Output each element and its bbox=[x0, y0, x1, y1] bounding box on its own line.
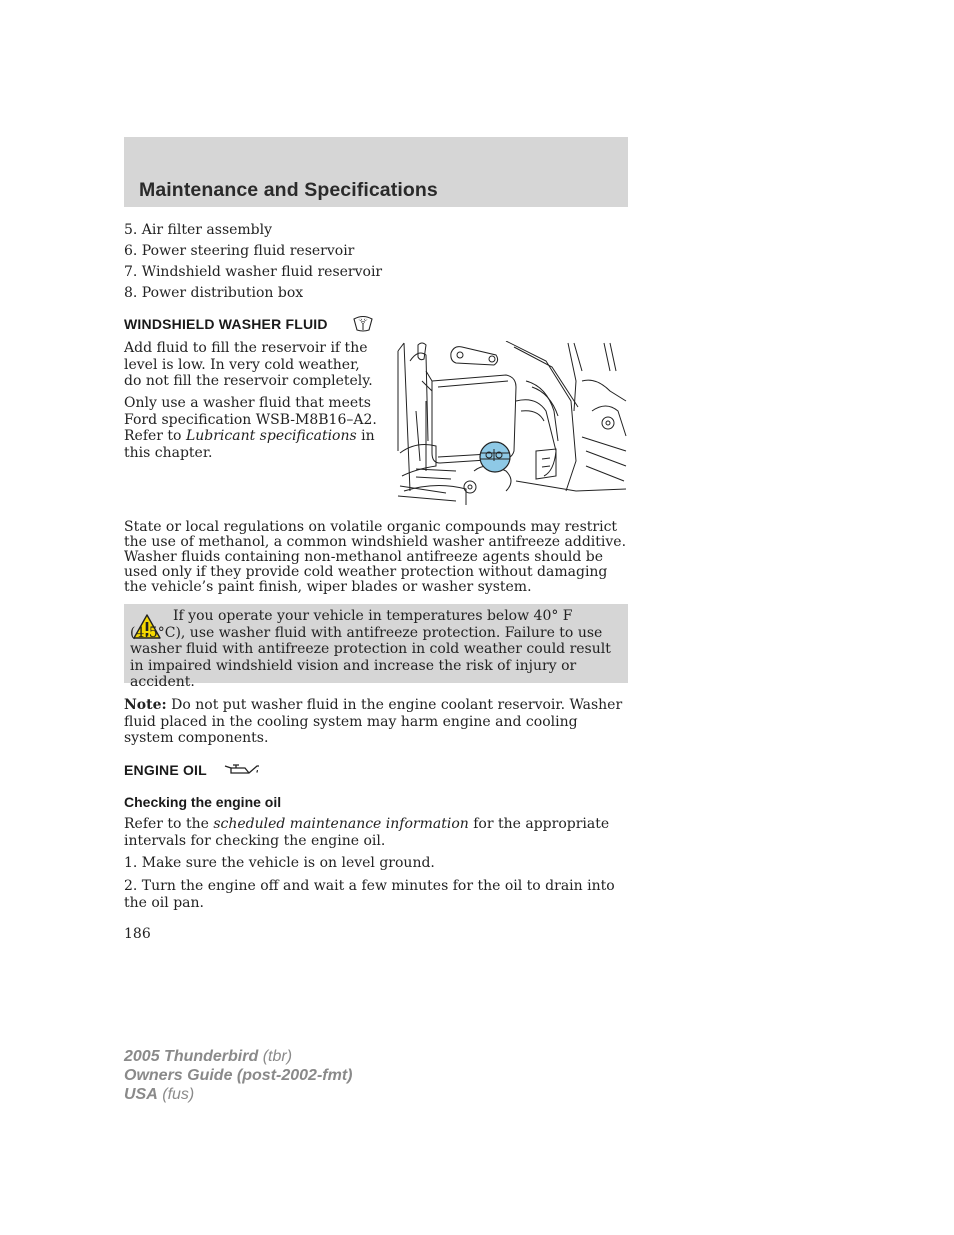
footer-market: USA bbox=[124, 1086, 158, 1103]
windshield-washer-icon bbox=[352, 313, 374, 333]
section-header-bar bbox=[124, 137, 628, 207]
section-title: Maintenance and Specifications bbox=[139, 179, 438, 201]
washer-fluid-heading bbox=[124, 316, 328, 332]
footer-line-1 bbox=[124, 1047, 352, 1066]
warning-box bbox=[124, 604, 628, 690]
footer-market-code: (fus) bbox=[162, 1086, 195, 1103]
refer-text-end: for the appropriate intervals for checking the engine oil. bbox=[124, 816, 610, 849]
engine-oil-heading-text: ENGINE OIL bbox=[124, 762, 207, 778]
engine-oil-heading bbox=[124, 762, 207, 778]
checking-engine-oil-subheading: Checking the engine oil bbox=[124, 794, 282, 810]
regulations-paragraph: State or local regulations on volatile organic compounds may restrict the use of methanol, a common windshield washer antifreeze additive. Washer fluids containing non-methanol antifreeze agents should be used only if they provide cold weather protection without damaging the vehicle’s paint finish, wiper blades or washer system. bbox=[124, 519, 627, 595]
list-item: 7. Windshield washer fluid reservoir bbox=[124, 264, 383, 280]
washer-reservoir-cap bbox=[480, 442, 510, 472]
warning-text: If you operate your vehicle in temperatures below 40° F (4.5°C), use washer fluid with antifreeze protection. Failure to use washer fluid with antifreeze protection in cold weather could result in impaired windshield vision and increase the risk of injury or accident. bbox=[130, 608, 611, 690]
step-1: 1. Make sure the vehicle is on level ground. bbox=[124, 855, 435, 871]
oil-can-icon bbox=[221, 761, 261, 777]
note-label: Note: bbox=[124, 697, 167, 713]
scheduled-maintenance-reference: scheduled maintenance information bbox=[213, 816, 469, 832]
engine-compartment-illustration bbox=[396, 341, 628, 505]
list-item: 5. Air filter assembly bbox=[124, 222, 273, 238]
washer-paragraph-1: Add fluid to fill the reservoir if the level is low. In very cold weather, do not fill the reservoir completely. bbox=[124, 340, 373, 389]
footer-guide: Owners Guide (post-2002-fmt) bbox=[124, 1067, 353, 1084]
footer-model-code: (tbr) bbox=[262, 1048, 293, 1065]
note-text: Do not put washer fluid in the engine coolant reservoir. Washer fluid placed in the cooling system may harm engine and cooling system components. bbox=[124, 697, 623, 746]
footer-line-3 bbox=[124, 1085, 352, 1104]
footer-line-2 bbox=[124, 1066, 352, 1085]
washer-paragraph-2 bbox=[124, 395, 379, 461]
washer-paragraph-2-end: in this chapter. bbox=[124, 428, 375, 461]
note-paragraph bbox=[124, 697, 628, 747]
document-footer bbox=[124, 1047, 352, 1104]
list-item: 8. Power distribution box bbox=[124, 285, 304, 301]
list-item: 6. Power steering fluid reservoir bbox=[124, 243, 355, 259]
washer-fluid-heading-text: WINDSHIELD WASHER FLUID bbox=[124, 316, 328, 332]
lubricant-specifications-reference: Lubricant specifications bbox=[185, 428, 357, 444]
step-2: 2. Turn the engine off and wait a few minutes for the oil to drain into the oil pan. bbox=[124, 878, 615, 911]
washer-paragraph-2-text: Only use a washer fluid that meets Ford specification WSB-M8B16–A2. Refer to bbox=[124, 395, 377, 444]
engine-oil-refer-paragraph bbox=[124, 816, 628, 849]
refer-text: Refer to the bbox=[124, 816, 209, 832]
page-number: 186 bbox=[124, 926, 151, 942]
footer-model: 2005 Thunderbird bbox=[124, 1048, 259, 1065]
